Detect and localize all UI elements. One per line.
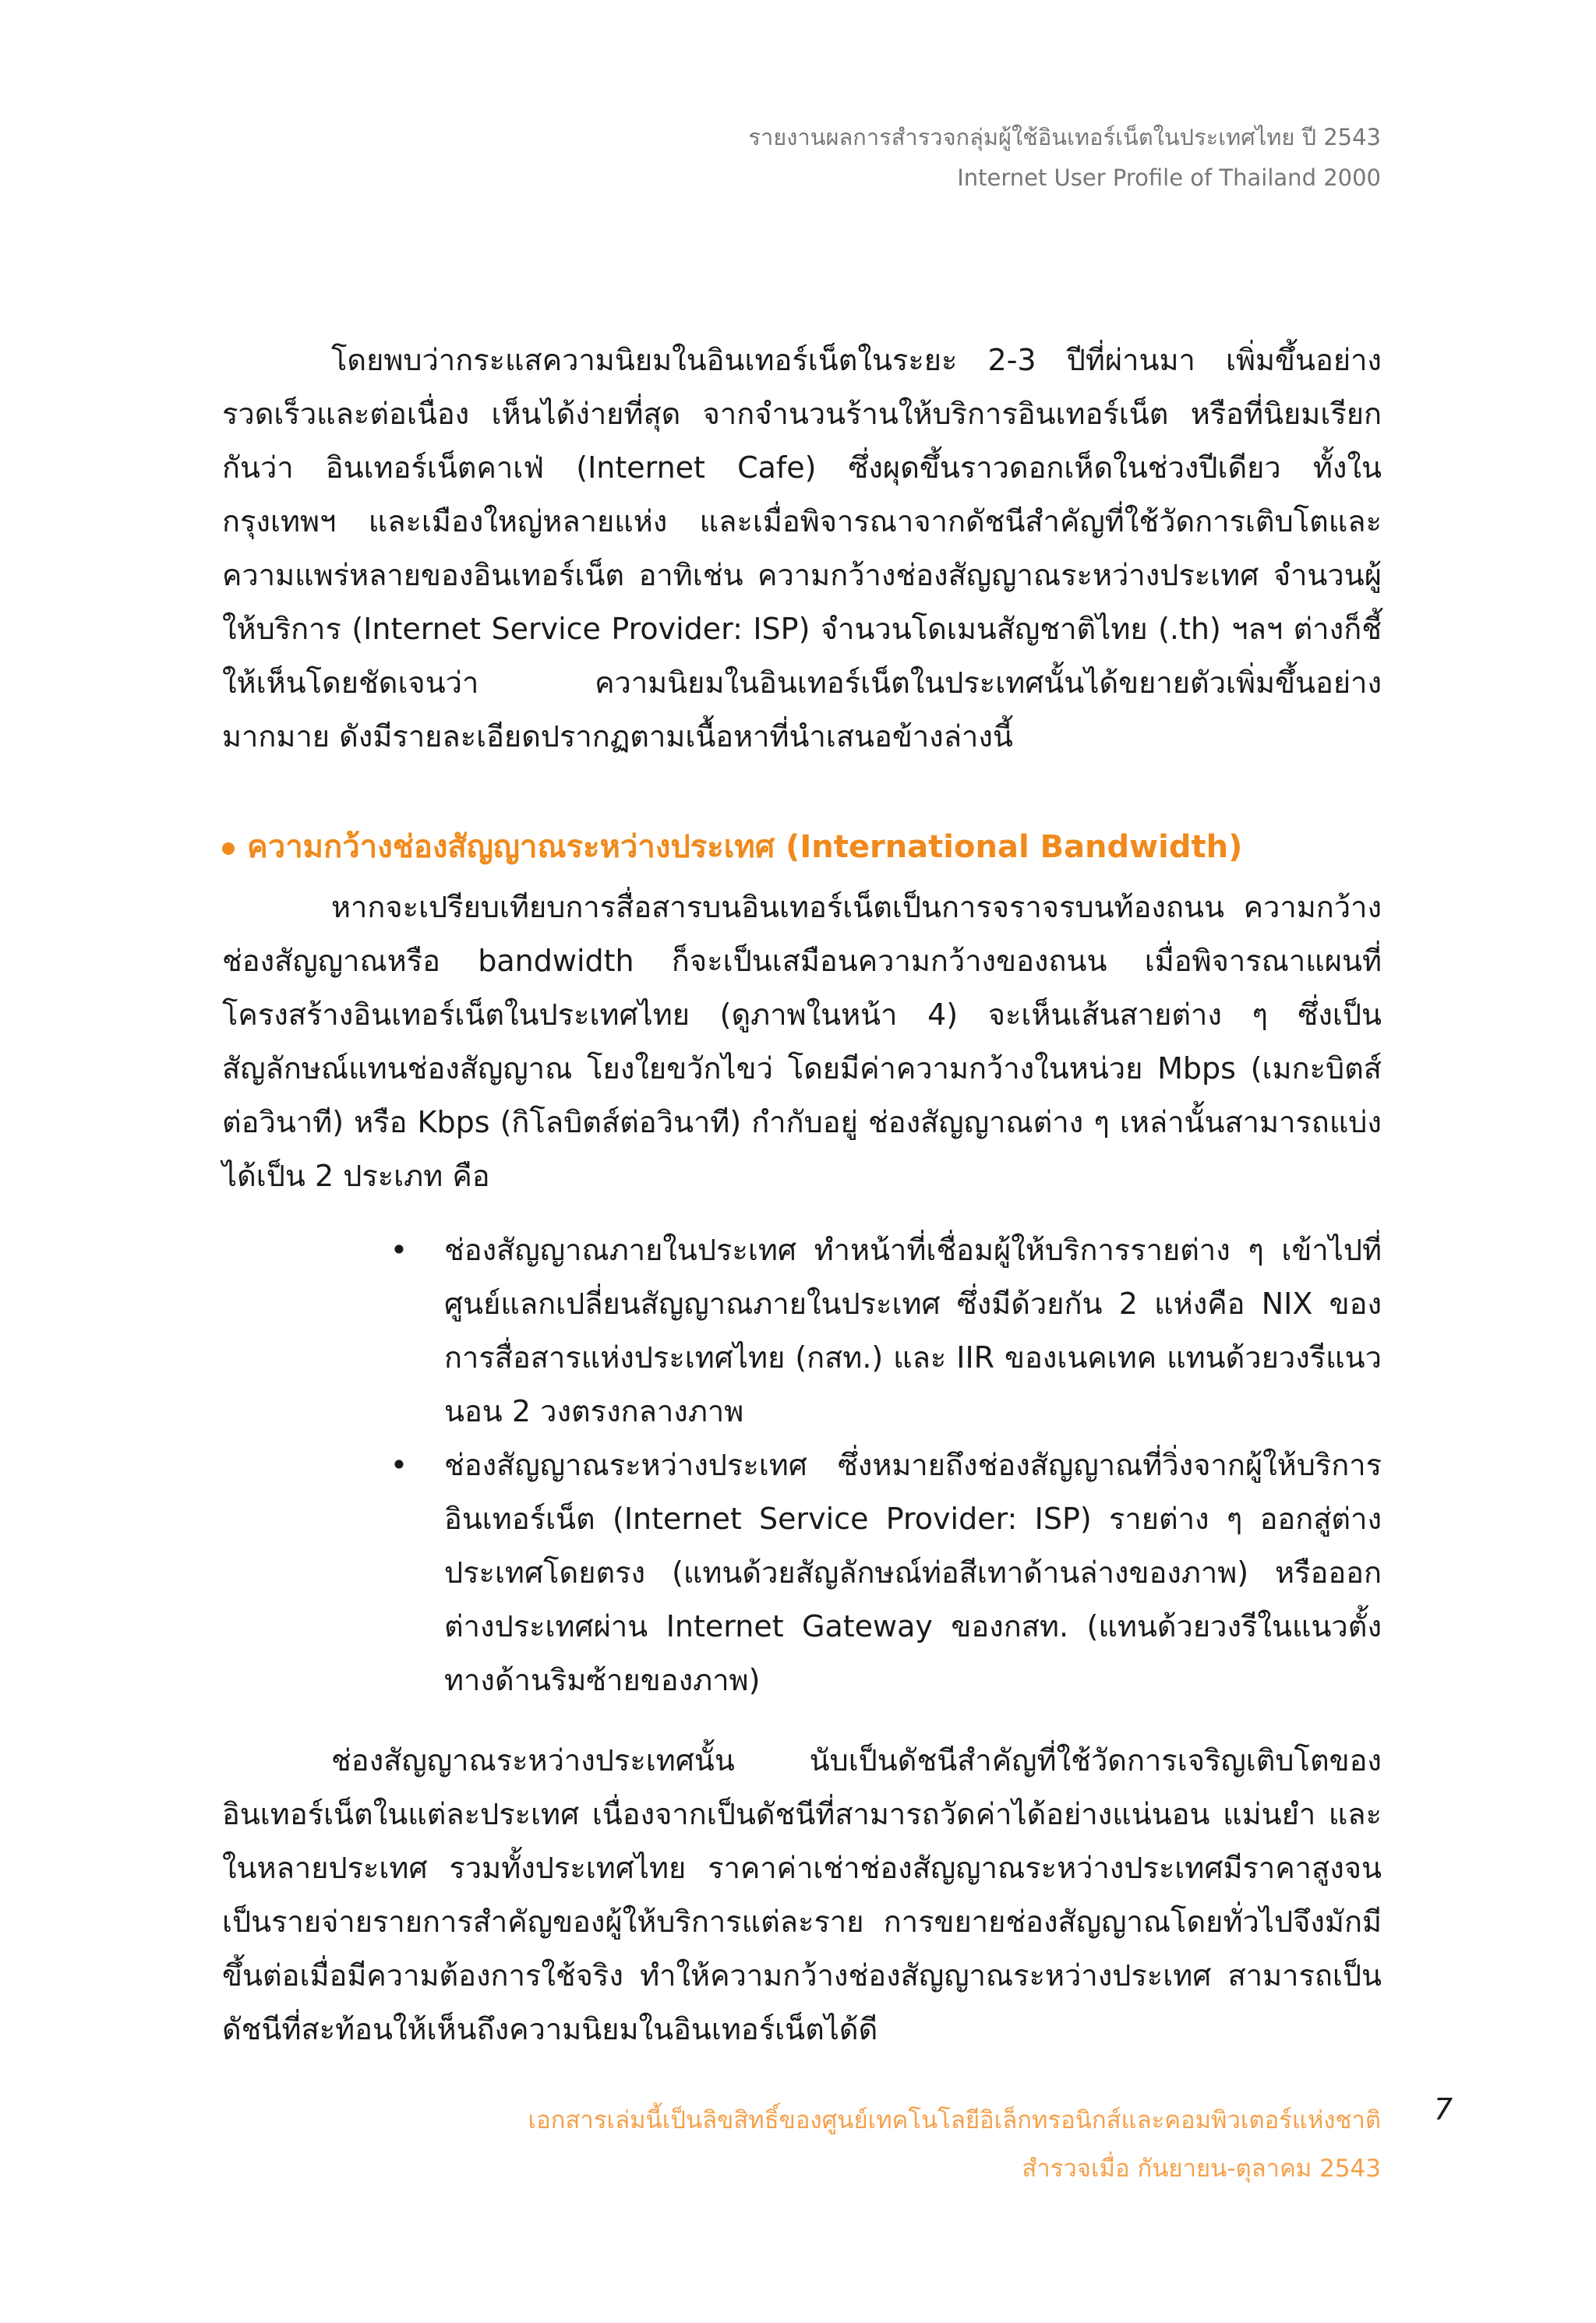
list-item-text: ช่องสัญญาณระหว่างประเทศ ซึ่งหมายถึงช่องสัญญาณที่วิ่งจากผู้ให้บริการอินเทอร์เน็ต (Internet Service Provider: ISP) รายต่าง ๆ ออกสู่ต่างประเทศโดยตรง (แทนด้วยสัญลักษณ์ท่อสีเทาด้านล่างของภาพ) หรือออกต่างประเทศผ่าน Internet Gateway ของกสท. (แทนด้วยวงรีในแนวตั้งทางด้านริมซ้ายของภาพ)	[444, 1448, 1382, 1697]
footer-survey-date: สำรวจเมื่อ กันยายน-ตุลาคม 2543	[1022, 2155, 1381, 2183]
list-item-text: ช่องสัญญาณภายในประเทศ ทำหน้าที่เชื่อมผู้ให้บริการรายต่าง ๆ เข้าไปที่ศูนย์แลกเปลี่ยนสัญญาณภายในประเทศ ซึ่งมีด้วยกัน 2 แห่งคือ NIX ของการสื่อสารแห่งประเทศไทย (กสท.) และ IIR ของเนคเทค แทนด้วยวงรีแนวนอน 2 วงตรงกลางภาพ	[444, 1233, 1382, 1428]
bullet-list	[390, 1223, 1382, 1707]
bullet-dot-icon	[222, 842, 235, 855]
list-item	[390, 1223, 1382, 1439]
conclusion-paragraph	[222, 1734, 1382, 2056]
page-footer	[528, 2096, 1381, 2193]
list-item	[390, 1439, 1382, 1707]
paragraph-text: หากจะเปรียบเทียบการสื่อสารบนอินเทอร์เน็ตเป็นการจราจรบนท้องถนน ความกว้างช่องสัญญาณหรือ bandwidth ก็จะเป็นเสมือนความกว้างของถนน เมื่อพิจารณาแผนที่โครงสร้างอินเทอร์เน็ตในประเทศไทย (ดูภาพในหน้า 4) จะเห็นเส้นสายต่าง ๆ ซึ่งเป็นสัญลักษณ์แทนช่องสัญญาณ โยงใยขวักไขว่ โดยมีค่าความกว้างในหน่วย Mbps (เมกะบิตส์ต่อวินาที) หรือ Kbps (กิโลบิตส์ต่อวินาที) กำกับอยู่ ช่องสัญญาณต่าง ๆ เหล่านั้นสามารถแบ่งได้เป็น 2 ประเภท คือ	[222, 890, 1382, 1193]
section-heading-text: ความกว้างช่องสัญญาณระหว่างประเทศ (International Bandwidth)	[247, 829, 1243, 865]
header-title-english: Internet User Profile of Thailand 2000	[957, 164, 1381, 191]
bullet-icon: •	[390, 1233, 408, 1267]
paragraph-text: โดยพบว่ากระแสความนิยมในอินเทอร์เน็ตในระยะ 2-3 ปีที่ผ่านมา เพิ่มขึ้นอย่างรวดเร็วและต่อเนื่อง เห็นได้ง่ายที่สุด จากจำนวนร้านให้บริการอินเทอร์เน็ต หรือที่นิยมเรียกกันว่า อินเทอร์เน็ตคาเฟ่ (Internet Cafe) ซึ่งผุดขึ้นราวดอกเห็ดในช่วงปีเดียว ทั้งในกรุงเทพฯ และเมืองใหญ่หลายแห่ง และเมื่อพิจารณาจากดัชนีสำคัญที่ใช้วัดการเติบโตและความแพร่หลายของอินเทอร์เน็ต อาทิเช่น ความกว้างช่องสัญญาณระหว่างประเทศ จำนวนผู้ให้บริการ (Internet Service Provider: ISP) จำนวนโดเมนสัญชาติไทย (.th) ฯลฯ ต่างก็ชี้ให้เห็นโดยชัดเจนว่า ความนิยมในอินเทอร์เน็ตในประเทศนั้นได้ขยายตัวเพิ่มขึ้นอย่างมากมาย ดังมีรายละเอียดปรากฏตามเนื้อหาที่นำเสนอข้างล่างนี้	[222, 343, 1382, 754]
intro-paragraph	[222, 334, 1382, 764]
section-heading	[222, 820, 1382, 874]
paragraph-text: ช่องสัญญาณระหว่างประเทศนั้น นับเป็นดัชนีสำคัญที่ใช้วัดการเจริญเติบโตของอินเทอร์เน็ตในแต่ละประเทศ เนื่องจากเป็นดัชนีที่สามารถวัดค่าได้อย่างแน่นอน แม่นยำ และในหลายประเทศ รวมทั้งประเทศไทย ราคาค่าเช่าช่องสัญญาณระหว่างประเทศมีราคาสูงจนเป็นรายจ่ายรายการสำคัญของผู้ให้บริการแต่ละราย การขยายช่องสัญญาณโดยทั่วไปจึงมักมีขึ้นต่อเมื่อมีความต้องการใช้จริง ทำให้ความกว้างช่องสัญญาณระหว่างประเทศ สามารถเป็นดัชนีที่สะท้อนให้เห็นถึงความนิยมในอินเทอร์เน็ตได้ดี	[222, 1743, 1382, 2046]
bandwidth-paragraph	[222, 881, 1382, 1203]
footer-copyright: เอกสารเล่มนี้เป็นลิขสิทธิ์ของศูนย์เทคโนโลยีอิเล็กทรอนิกส์และคอมพิวเตอร์แห่งชาติ	[528, 2106, 1381, 2134]
page-number: 7	[1434, 2092, 1453, 2127]
header-title-thai: รายงานผลการสำรวจกลุ่มผู้ใช้อินเทอร์เน็ตในประเทศไทย ปี 2543	[748, 124, 1381, 150]
bullet-icon: •	[390, 1448, 408, 1482]
running-header	[748, 117, 1381, 198]
